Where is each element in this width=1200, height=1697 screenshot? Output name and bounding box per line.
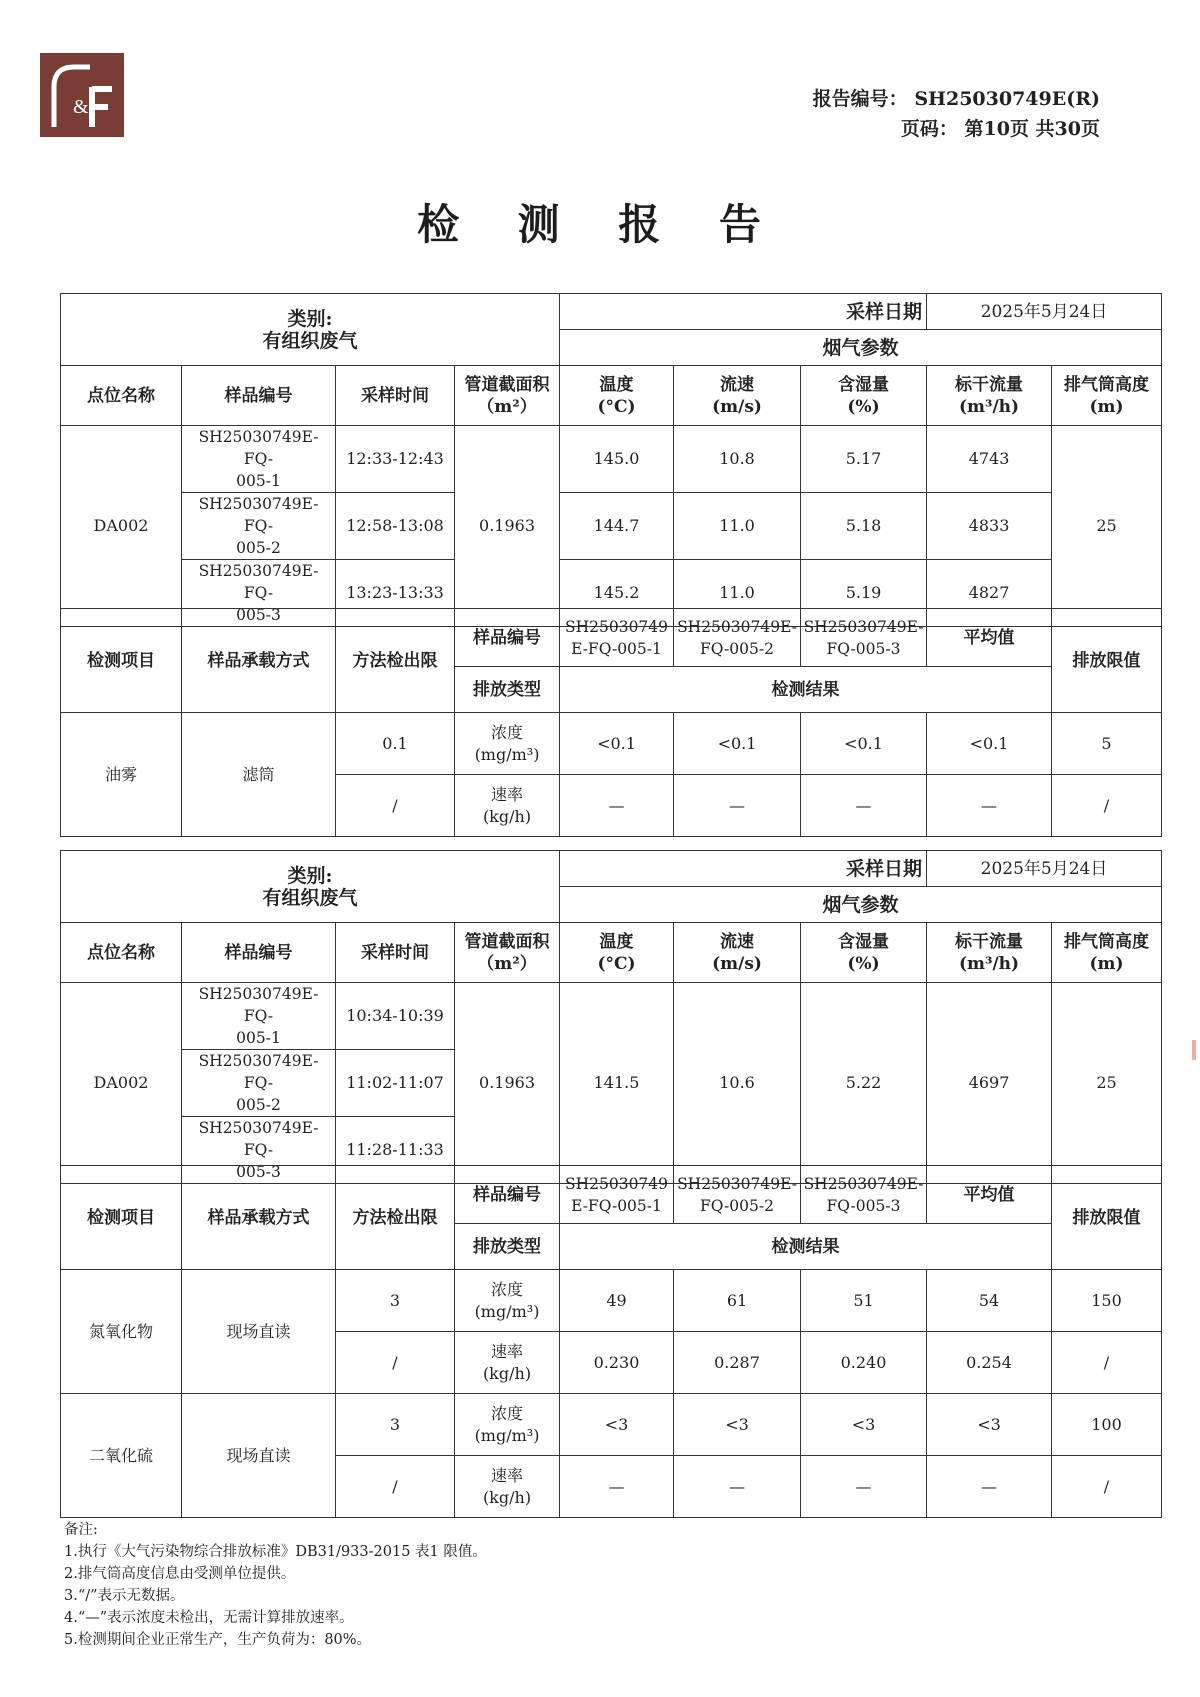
mdl-value: / bbox=[336, 775, 455, 837]
result-value-2: — bbox=[674, 1456, 801, 1518]
header-moisture-l2: (%) bbox=[847, 953, 880, 974]
temp-2: 144.7 bbox=[560, 493, 674, 560]
header-temp bbox=[560, 923, 674, 983]
flue-params-table-2 bbox=[60, 850, 1162, 1184]
header-height-l1: 排气筒高度 bbox=[1064, 374, 1150, 395]
header-temp bbox=[560, 366, 674, 426]
header-temp-l2: (°C) bbox=[597, 396, 636, 417]
result-value-3: <3 bbox=[801, 1394, 927, 1456]
height-value: 25 bbox=[1052, 426, 1162, 627]
emission-type-l2: (kg/h) bbox=[482, 1487, 532, 1507]
sample-no-3-l1: SH25030749E-FQ- bbox=[198, 562, 319, 602]
header-sample-2 bbox=[674, 609, 801, 667]
note-line: 1.执行《大气污染物综合排放标准》DB31/933-2015 表1 限值。 bbox=[64, 1544, 487, 1560]
header-moisture bbox=[801, 923, 927, 983]
sample-no-1-l2: 005-1 bbox=[236, 1029, 281, 1047]
item-name: 氮氧化物 bbox=[61, 1270, 182, 1394]
velocity-1: 10.8 bbox=[674, 426, 801, 493]
limit-value: 5 bbox=[1052, 713, 1162, 775]
header-velocity-l1: 流速 bbox=[720, 374, 755, 395]
result-avg: <0.1 bbox=[927, 713, 1052, 775]
mdl-value: 0.1 bbox=[336, 713, 455, 775]
sampling-date-label: 采样日期 bbox=[560, 851, 927, 887]
result-value-3: <0.1 bbox=[801, 713, 927, 775]
header-moisture bbox=[801, 366, 927, 426]
item-name: 二氧化硫 bbox=[61, 1394, 182, 1518]
header-mdl: 方法检出限 bbox=[336, 1166, 455, 1270]
temp-3: 145.2 bbox=[560, 560, 674, 627]
emission-type-l2: (mg/m³) bbox=[474, 1425, 540, 1445]
category-cell bbox=[61, 851, 560, 923]
flue-title: 烟气参数 bbox=[560, 330, 1162, 366]
header-height bbox=[1052, 923, 1162, 983]
emission-type-l2: (mg/m³) bbox=[474, 744, 540, 764]
time-1: 12:33-12:43 bbox=[336, 426, 455, 493]
flue-params-table-1 bbox=[60, 293, 1162, 627]
page-number-line bbox=[813, 114, 1100, 144]
header-sample-2-l2: FQ-005-2 bbox=[700, 639, 774, 658]
emission-type-l2: (mg/m³) bbox=[474, 1301, 540, 1321]
item-name: 油雾 bbox=[61, 713, 182, 837]
header-sample-3 bbox=[801, 1166, 927, 1224]
result-value-1: 49 bbox=[560, 1270, 674, 1332]
header-height-l2: (m) bbox=[1089, 953, 1124, 974]
header-sample-2-l1: SH25030749E- bbox=[677, 1174, 797, 1193]
result-value-3: — bbox=[801, 1456, 927, 1518]
velocity-2: 11.0 bbox=[674, 493, 801, 560]
note-line: 3.“/”表示无数据。 bbox=[64, 1588, 185, 1604]
height-value: 25 bbox=[1052, 983, 1162, 1184]
mdl-value: / bbox=[336, 1332, 455, 1394]
header-area-l1: 管道截面积 bbox=[464, 931, 550, 952]
emission-type bbox=[455, 775, 560, 837]
category-value: 有组织废气 bbox=[262, 329, 358, 352]
header-carrier: 样品承载方式 bbox=[182, 1166, 336, 1270]
time-1: 10:34-10:39 bbox=[336, 983, 455, 1050]
header-area-l2: （m²） bbox=[477, 396, 537, 417]
header-sample-3 bbox=[801, 609, 927, 667]
header-area bbox=[455, 923, 560, 983]
header-height bbox=[1052, 366, 1162, 426]
header-point: 点位名称 bbox=[61, 923, 182, 983]
header-sample-3-l1: SH25030749E- bbox=[803, 617, 924, 636]
header-temp-l1: 温度 bbox=[599, 931, 634, 952]
result-value-1: <0.1 bbox=[560, 713, 674, 775]
header-velocity-l2: (m/s) bbox=[712, 953, 762, 974]
header-flow bbox=[927, 366, 1052, 426]
sample-no-1-l2: 005-1 bbox=[236, 472, 281, 490]
flow-value: 4697 bbox=[927, 983, 1052, 1184]
header-item: 检测项目 bbox=[61, 609, 182, 713]
area-value: 0.1963 bbox=[455, 983, 560, 1184]
note-line: 5.检测期间企业正常生产，生产负荷为：80%。 bbox=[64, 1632, 372, 1648]
header-sample-1 bbox=[560, 609, 674, 667]
result-value-1: <3 bbox=[560, 1394, 674, 1456]
emission-type bbox=[455, 1270, 560, 1332]
time-3: 11:28-11:33 bbox=[336, 1117, 455, 1184]
emission-type bbox=[455, 1394, 560, 1456]
flue-title: 烟气参数 bbox=[560, 887, 1162, 923]
result-avg: — bbox=[927, 1456, 1052, 1518]
temp-1: 145.0 bbox=[560, 426, 674, 493]
header-sample-1 bbox=[560, 1166, 674, 1224]
svg-text:&: & bbox=[73, 96, 89, 118]
header-sample-no: 样品编号 bbox=[182, 923, 336, 983]
results-table-2 bbox=[60, 1165, 1162, 1518]
header-mdl: 方法检出限 bbox=[336, 609, 455, 713]
velocity-value: 10.6 bbox=[674, 983, 801, 1184]
header-carrier: 样品承载方式 bbox=[182, 609, 336, 713]
result-avg: <3 bbox=[927, 1394, 1052, 1456]
sample-no-1-l1: SH25030749E-FQ- bbox=[198, 428, 319, 468]
header-temp-l1: 温度 bbox=[599, 374, 634, 395]
header-emission-type: 排放类型 bbox=[455, 1224, 560, 1270]
note-line: 2.排气筒高度信息由受测单位提供。 bbox=[64, 1566, 296, 1582]
moisture-2: 5.18 bbox=[801, 493, 927, 560]
mdl-value: / bbox=[336, 1456, 455, 1518]
moisture-value: 5.22 bbox=[801, 983, 927, 1184]
sample-no-2-l1: SH25030749E-FQ- bbox=[198, 1052, 319, 1092]
header-sample-2-l1: SH25030749E- bbox=[677, 617, 797, 636]
result-value-1: — bbox=[560, 1456, 674, 1518]
sampling-date: 2025年5月24日 bbox=[927, 294, 1162, 330]
item-carrier: 滤筒 bbox=[182, 713, 336, 837]
sample-no-3-l2: 005-3 bbox=[236, 1163, 281, 1181]
header-time: 采样时间 bbox=[336, 366, 455, 426]
header-flow bbox=[927, 923, 1052, 983]
page-label: 页码： bbox=[900, 118, 958, 140]
header-area bbox=[455, 366, 560, 426]
result-value-1: 0.230 bbox=[560, 1332, 674, 1394]
emission-type-l2: (kg/h) bbox=[482, 1363, 532, 1383]
report-meta bbox=[813, 84, 1100, 144]
header-result: 检测结果 bbox=[560, 667, 1052, 713]
sample-no-2-l2: 005-2 bbox=[236, 539, 281, 557]
af-logo-icon bbox=[40, 53, 124, 137]
header-limit: 排放限值 bbox=[1052, 609, 1162, 713]
header-sample-2 bbox=[674, 1166, 801, 1224]
header-height-l2: (m) bbox=[1089, 396, 1124, 417]
mdl-value: 3 bbox=[336, 1270, 455, 1332]
result-value-2: <3 bbox=[674, 1394, 801, 1456]
emission-type-l2: (kg/h) bbox=[482, 806, 532, 826]
flow-3: 4827 bbox=[927, 560, 1052, 627]
emission-type-l1: 浓度 bbox=[490, 1403, 523, 1423]
header-temp-l2: (°C) bbox=[597, 953, 636, 974]
moisture-1: 5.17 bbox=[801, 426, 927, 493]
emission-type-l1: 浓度 bbox=[490, 1279, 523, 1299]
sampling-date-label: 采样日期 bbox=[560, 294, 927, 330]
header-area-l1: 管道截面积 bbox=[464, 374, 550, 395]
result-value-3: 0.240 bbox=[801, 1332, 927, 1394]
emission-type bbox=[455, 713, 560, 775]
sample-no-1-l1: SH25030749E-FQ- bbox=[198, 985, 319, 1025]
header-sample-1-l1: SH25030749 bbox=[564, 617, 669, 636]
time-3: 13:23-13:33 bbox=[336, 560, 455, 627]
sample-no-2 bbox=[182, 493, 336, 560]
header-sample-3-l2: FQ-005-3 bbox=[826, 639, 901, 658]
result-value-2: — bbox=[674, 775, 801, 837]
page-title: 检 测 报 告 bbox=[417, 200, 783, 249]
header-moisture-l2: (%) bbox=[847, 396, 880, 417]
header-sample-no: 样品编号 bbox=[455, 1166, 560, 1224]
notes-title: 备注: bbox=[64, 1522, 98, 1538]
notes bbox=[64, 1519, 487, 1651]
sample-no-2-l1: SH25030749E-FQ- bbox=[198, 495, 319, 535]
header-sample-3-l2: FQ-005-3 bbox=[826, 1196, 901, 1215]
report-number-line bbox=[813, 84, 1100, 114]
time-2: 12:58-13:08 bbox=[336, 493, 455, 560]
limit-value: / bbox=[1052, 1456, 1162, 1518]
area-value: 0.1963 bbox=[455, 426, 560, 627]
velocity-3: 11.0 bbox=[674, 560, 801, 627]
header-flow-l2: (m³/h) bbox=[958, 953, 1020, 974]
header-sample-1-l1: SH25030749 bbox=[564, 1174, 669, 1193]
result-avg: — bbox=[927, 775, 1052, 837]
category-label: 类别: bbox=[287, 864, 333, 887]
header-result: 检测结果 bbox=[560, 1224, 1052, 1270]
time-2: 11:02-11:07 bbox=[336, 1050, 455, 1117]
header-item: 检测项目 bbox=[61, 1166, 182, 1270]
header-moisture-l1: 含湿量 bbox=[838, 931, 890, 952]
sample-no-2-l2: 005-2 bbox=[236, 1096, 281, 1114]
result-value-1: — bbox=[560, 775, 674, 837]
result-avg: 0.254 bbox=[927, 1332, 1052, 1394]
temp-value: 141.5 bbox=[560, 983, 674, 1184]
emission-type-l1: 速率 bbox=[490, 784, 523, 804]
emission-type bbox=[455, 1332, 560, 1394]
sample-no-3-l2: 005-3 bbox=[236, 606, 281, 624]
report-number: SH25030749E(R) bbox=[914, 88, 1100, 110]
result-value-2: <0.1 bbox=[674, 713, 801, 775]
scan-edge-mark bbox=[1192, 1040, 1196, 1060]
header-sample-no: 样品编号 bbox=[455, 609, 560, 667]
header-point: 点位名称 bbox=[61, 366, 182, 426]
limit-value: / bbox=[1052, 1332, 1162, 1394]
limit-value: / bbox=[1052, 775, 1162, 837]
category-value: 有组织废气 bbox=[262, 886, 358, 909]
header-sample-2-l2: FQ-005-2 bbox=[700, 1196, 774, 1215]
mdl-value: 3 bbox=[336, 1394, 455, 1456]
header-area-l2: （m²） bbox=[477, 953, 537, 974]
header-sample-1-l2: E-FQ-005-1 bbox=[571, 639, 662, 658]
point-value: DA002 bbox=[61, 426, 182, 627]
emission-type bbox=[455, 1456, 560, 1518]
header-velocity-l1: 流速 bbox=[720, 931, 755, 952]
header-emission-type: 排放类型 bbox=[455, 667, 560, 713]
result-value-3: — bbox=[801, 775, 927, 837]
header-flow-l1: 标干流量 bbox=[955, 931, 1024, 952]
item-carrier: 现场直读 bbox=[182, 1270, 336, 1394]
header-velocity bbox=[674, 923, 801, 983]
header-height-l1: 排气筒高度 bbox=[1064, 931, 1150, 952]
sample-no-3-l1: SH25030749E-FQ- bbox=[198, 1119, 319, 1159]
header-sample-no: 样品编号 bbox=[182, 366, 336, 426]
header-time: 采样时间 bbox=[336, 923, 455, 983]
header-avg: 平均值 bbox=[927, 1166, 1052, 1224]
header-sample-3-l1: SH25030749E- bbox=[803, 1174, 924, 1193]
emission-type-l1: 浓度 bbox=[490, 722, 523, 742]
header-flow-l1: 标干流量 bbox=[955, 374, 1024, 395]
limit-value: 100 bbox=[1052, 1394, 1162, 1456]
flow-1: 4743 bbox=[927, 426, 1052, 493]
point-value: DA002 bbox=[61, 983, 182, 1184]
header-limit: 排放限值 bbox=[1052, 1166, 1162, 1270]
header-flow-l2: (m³/h) bbox=[958, 396, 1020, 417]
header-avg: 平均值 bbox=[927, 609, 1052, 667]
header-velocity bbox=[674, 366, 801, 426]
item-carrier: 现场直读 bbox=[182, 1394, 336, 1518]
emission-type-l1: 速率 bbox=[490, 1465, 523, 1485]
flow-2: 4833 bbox=[927, 493, 1052, 560]
report-number-label: 报告编号： bbox=[812, 88, 908, 110]
result-value-2: 61 bbox=[674, 1270, 801, 1332]
page-number: 第10页 共30页 bbox=[964, 118, 1100, 140]
sampling-date: 2025年5月24日 bbox=[927, 851, 1162, 887]
category-cell bbox=[61, 294, 560, 366]
sample-no-2 bbox=[182, 1050, 336, 1117]
company-logo bbox=[40, 53, 124, 137]
results-table-1 bbox=[60, 608, 1162, 837]
result-value-2: 0.287 bbox=[674, 1332, 801, 1394]
limit-value: 150 bbox=[1052, 1270, 1162, 1332]
header-sample-1-l2: E-FQ-005-1 bbox=[571, 1196, 662, 1215]
category-label: 类别: bbox=[287, 307, 333, 330]
header-velocity-l2: (m/s) bbox=[712, 396, 762, 417]
moisture-3: 5.19 bbox=[801, 560, 927, 627]
note-line: 4.“—”表示浓度未检出，无需计算排放速率。 bbox=[64, 1610, 354, 1626]
result-value-3: 51 bbox=[801, 1270, 927, 1332]
header-moisture-l1: 含湿量 bbox=[838, 374, 890, 395]
sample-no-1 bbox=[182, 983, 336, 1050]
result-avg: 54 bbox=[927, 1270, 1052, 1332]
emission-type-l1: 速率 bbox=[490, 1341, 523, 1361]
sample-no-1 bbox=[182, 426, 336, 493]
